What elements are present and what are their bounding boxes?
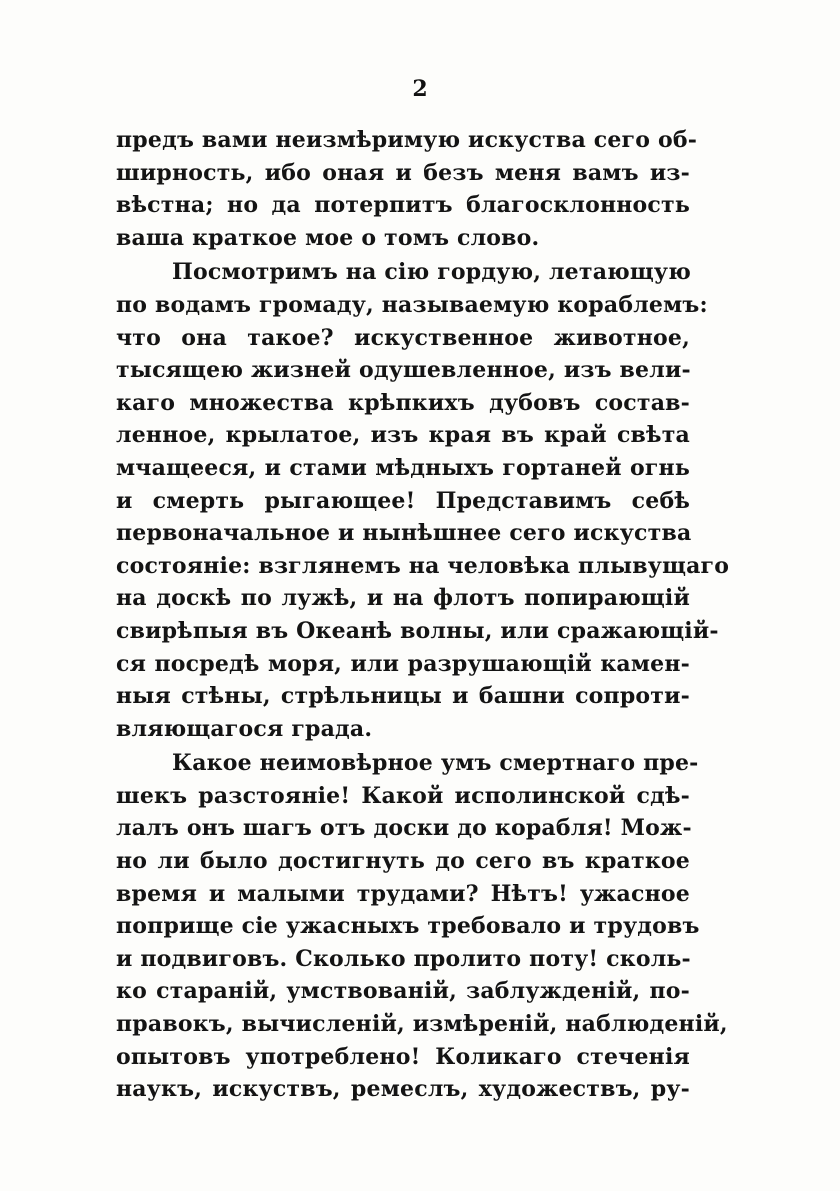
text-line: ся посредѣ моря, или разрушающій камен- [116,650,690,677]
text-line: поприще сіе ужасныхъ требовало и трудовъ [116,913,700,940]
text-line: мчащееся, и стами мѣдныхъ гортаней огнь [116,454,690,481]
text-line: ленное, крылатое, изъ края въ край свѣта [116,422,690,449]
text-line: ваша краткое мое о томъ слово. [116,224,540,251]
text-line: что она такое? искуственное животное, [116,324,690,351]
text-line: Посмотримъ на сію гордую, летающую [172,259,691,286]
text-line: ко стараній, умствованій, заблужденій, по- [116,978,690,1005]
text-line: шекъ разстояніе! Какой исполинской сдѣ- [116,782,690,809]
text-line: и смерть рыгающее! Представимъ себѣ [116,487,690,514]
text-line: предъ вами неизмѣримую искуства сего об- [116,127,698,153]
text-line: ширность, ибо оная и безъ меня вамъ из- [116,159,690,186]
text-line: но ли было достигнуть до сего въ краткое [116,848,690,875]
text-line: вляющагося града. [116,715,373,742]
text-line: наукъ, искуствъ, ремеслъ, художествъ, ру- [116,1076,690,1103]
text-line: вѣстна; но да потерпитъ благосклонность [116,192,690,219]
text-line: по водамъ громаду, называемую кораблемъ: [116,291,708,318]
page-number: 2 [412,76,428,102]
text-line: правокъ, вычисленій, измѣреній, наблюденій, [116,1011,728,1038]
text-line: на доскѣ по лужѣ, и на флотъ попирающій [116,585,690,612]
paragraph [116,747,728,1106]
text-line: опытовъ употреблено! Коликаго стеченія [116,1043,690,1070]
body-text [116,124,730,1106]
text-line: первоначальное и нынѣшнее сего искуства [116,520,692,547]
paragraph [116,124,698,254]
text-line: свирѣпыя въ Океанѣ волны, или сражающій- [116,617,719,644]
text-line: и подвиговъ. Сколько пролито поту! сколь- [116,945,691,972]
text-line: состояніе: взглянемъ на человѣка плывущаго [116,552,730,579]
text-line: Какое неимовѣрное умъ смертнаго пре- [172,750,699,777]
paragraph [116,256,730,745]
text-line: лалъ онъ шагъ отъ доски до корабля! Мож- [116,815,692,842]
text-line: время и малыми трудами? Нѣтъ! ужасное [116,880,690,907]
text-line: ныя стѣны, стрѣльницы и башни сопроти- [116,683,690,710]
text-line: тысящею жизней одушевленное, изъ вели- [116,357,691,384]
text-line: каго множества крѣпкихъ дубовъ состав- [116,389,690,416]
